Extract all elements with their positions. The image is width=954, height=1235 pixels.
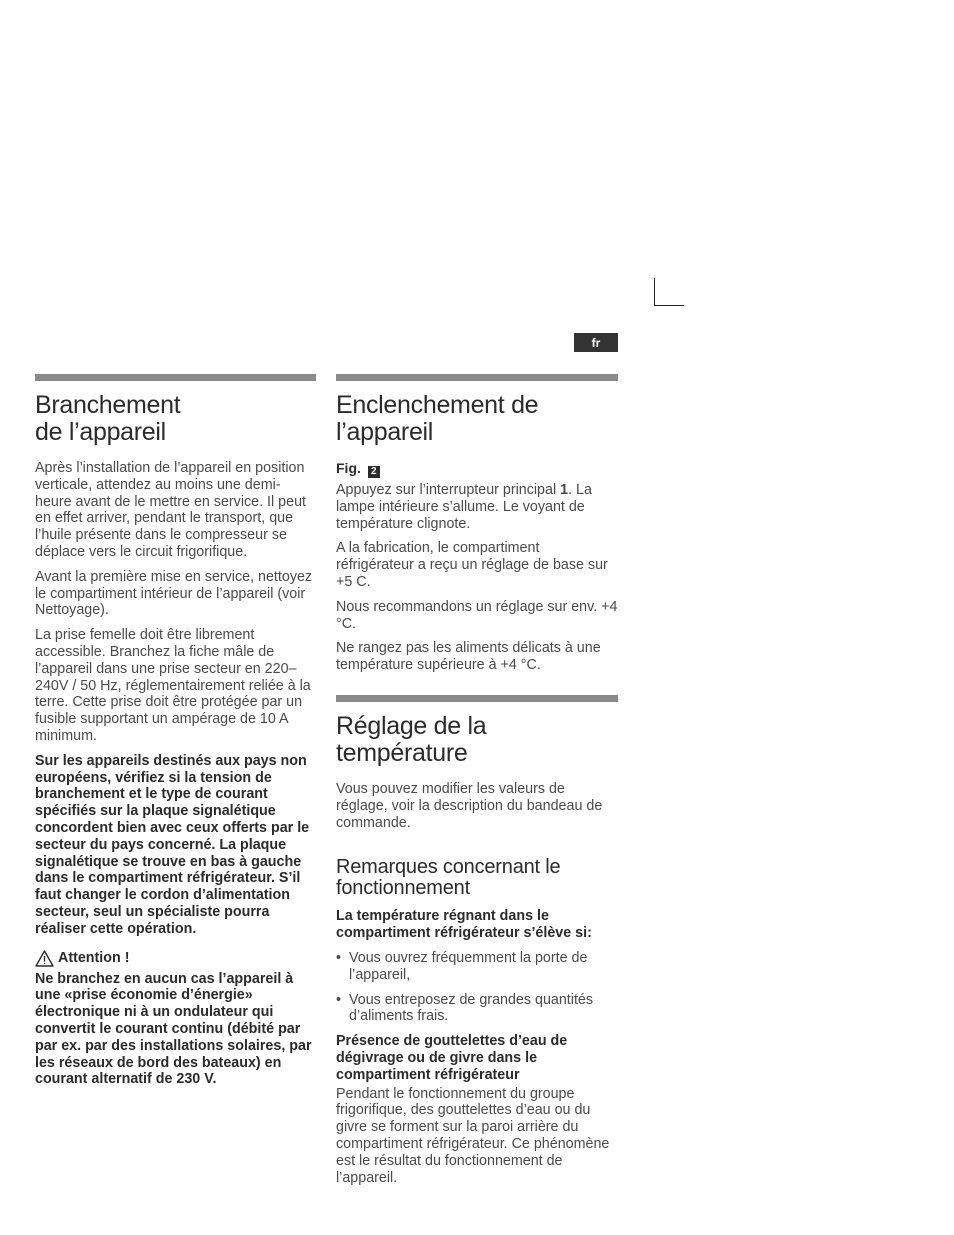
section-title-reglage: Réglage de la température [336, 711, 487, 767]
attention-heading [35, 950, 316, 967]
paragraph: Ne rangez pas les aliments délicats à une température supérieure à +4 °C. [336, 640, 601, 674]
section-reglage [336, 695, 618, 1186]
attention-label: Attention ! [58, 950, 130, 967]
right-column [336, 374, 618, 1194]
section-bar [336, 374, 618, 381]
paragraph: A la fabrication, le compartiment réfrigérateur a reçu un réglage de base sur +5 C. [336, 540, 608, 590]
bullet-list [336, 950, 618, 1025]
language-tab: fr [574, 333, 618, 352]
left-column [35, 374, 316, 1096]
paragraph: La prise femelle doit être librement accessible. Branchez la fiche mâle de l’appareil dans une prise secteur en 220–240V / 50 Hz, réglementairement reliée à la terre. Cette prise doit être protégée par un fusible supportant un ampérage de 10 A minimum. [35, 627, 311, 744]
subheading-remarques: Remarques concernant le fonctionnement [336, 856, 561, 900]
section-bar [35, 374, 316, 381]
paragraph: Avant la première mise en service, nettoyez le compartiment intérieur de l’appareil (voir Nettoyage). [35, 568, 313, 619]
list-item: • Vous ouvrez fréquemment la porte de l’appareil, [336, 950, 618, 984]
paragraph: Nous recommandons un réglage sur env. +4 °C. [336, 598, 618, 632]
section-title-branchement: Branchement de l’appareil [35, 391, 181, 446]
section-title-enclenchement: Enclenchement de l’appareil [336, 391, 539, 446]
paragraph-bold: Ne branchez en aucun cas l’appareil à une «prise économie d’énergie» électronique ni à un ondulateur qui convertit le courant continu (débité par par ex. par des installations solaires, par les réseaux de bord des bateaux) en courant alternatif de 230 V. [35, 970, 312, 1088]
paragraph-bold: La température régnant dans le compartiment réfrigérateur s’élève si: [336, 908, 592, 942]
list-item: • Vous entreposez de grandes quantités d’aliments frais. [336, 992, 618, 1026]
crop-mark [654, 278, 684, 306]
paragraph-bold: Sur les appareils destinés aux pays non européens, vérifiez si la tension de branchement et le type de courant spécifiés sur la plaque signalétique concordent bien avec ceux offerts par le secteur du pays concerné. La plaque signalétique se trouve en bas à gauche dans le compartiment réfrigérateur. S’il faut changer le cordon d’alimentation secteur, seul un spécialiste pourra réaliser cette opération. [35, 752, 310, 937]
paragraph-bold: Présence de gouttelettes d’eau de dégivrage ou de givre dans le compartiment réfrigérateur [336, 1033, 568, 1083]
paragraph: Appuyez sur l’interrupteur principal 1. La lampe intérieure s’allume. Le voyant de température clignote. [336, 482, 592, 532]
paragraph: Après l’installation de l’appareil en position verticale, attendez au moins une demi-heure avant de le mettre en service. Il peut en effet arriver, pendant le transport, que l’huile présente dans le compresseur se déplace vers le circuit frigorifique. [35, 460, 306, 560]
warning-icon [35, 950, 54, 967]
figure-reference: Fig. 2 [336, 460, 618, 478]
paragraph: Vous pouvez modifier les valeurs de réglage, voir la description du bandeau de commande. [336, 780, 603, 831]
figure-number-box: 2 [368, 466, 380, 478]
section-bar [336, 695, 618, 702]
paragraph: Pendant le fonctionnement du groupe frigorifique, des gouttelettes d’eau ou du givre se forment sur la paroi arrière du compartiment réfrigérateur. Ce phénomène est le résultat du fonctionnement de l’appareil. [336, 1085, 610, 1186]
